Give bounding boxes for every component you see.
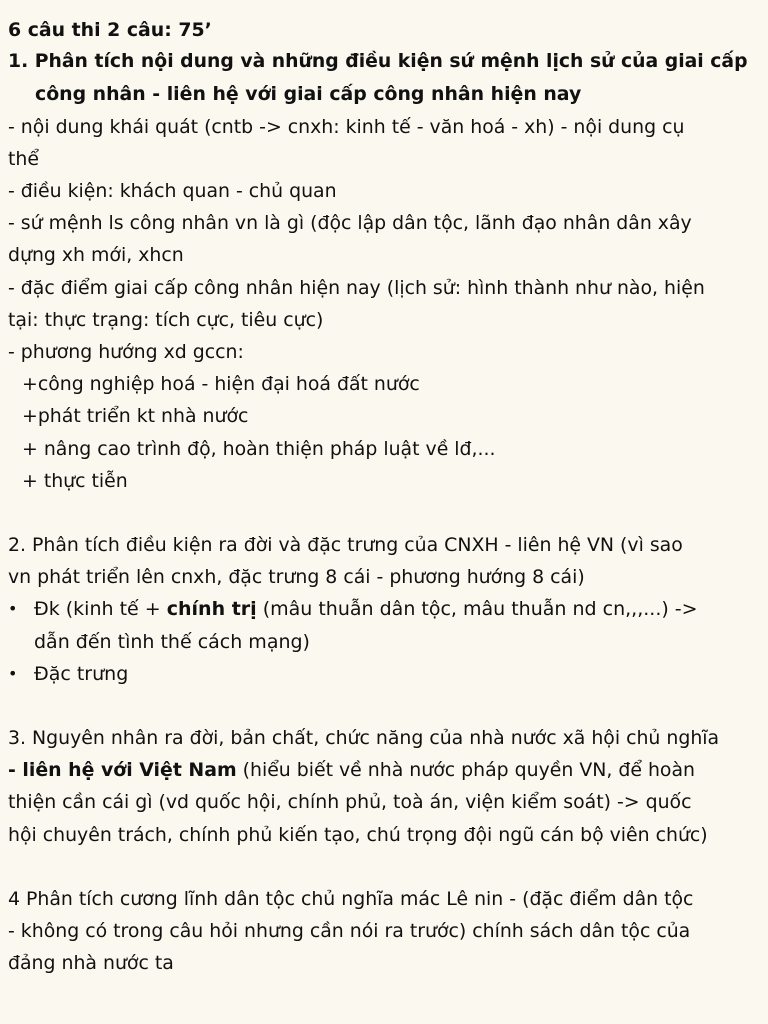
spacer xyxy=(8,851,752,883)
q1-plus-item: + nâng cao trình độ, hoàn thiện pháp luật về lđ,... xyxy=(22,437,496,460)
q1-line: - phương hướng xd gccn: xyxy=(8,341,244,364)
q1-line: dựng xh mới, xhcn xyxy=(8,244,184,267)
q1-plus-item: + thực tiễn xyxy=(22,469,128,492)
q4-line2: - không có trong câu hỏi nhưng cần nói ra trước) chính sách dân tộc của xyxy=(8,920,691,943)
q1-title-line1: 1. Phân tích nội dung và những điều kiện sứ mệnh lịch sử của giai cấp xyxy=(8,51,748,73)
header-line: 6 câu thi 2 câu: 75’ xyxy=(8,19,212,41)
q1-line: thể xyxy=(8,147,39,170)
q2-bullet-1-text xyxy=(34,593,698,657)
q1-plus-item: +công nghiệp hoá - hiện đại hoá đất nước xyxy=(22,373,420,396)
q3-line3: thiện cần cái gì (vd quốc hội, chính phủ, toà án, viện kiểm soát) -> quốc xyxy=(8,791,692,814)
q2-line1: 2. Phân tích điều kiện ra đời và đặc trưng của CNXH - liên hệ VN (vì sao xyxy=(8,534,683,557)
q4-line1: 4 Phân tích cương lĩnh dân tộc chủ nghĩa mác Lê nin - (đặc điểm dân tộc xyxy=(8,887,694,910)
q2-bullet-1-line1 xyxy=(34,593,698,625)
q3-line2-bold: - liên hệ với Việt Nam xyxy=(8,759,237,782)
q2-bullet-1-part-b: (mâu thuẫn dân tộc, mâu thuẫn nd cn,,,...) -> xyxy=(256,598,698,621)
q3-line1: 3. Nguyên nhân ra đời, bản chất, chức năng của nhà nước xã hội chủ nghĩa xyxy=(8,727,720,750)
q1-line: - đặc điểm giai cấp công nhân hiện nay (lịch sử: hình thành như nào, hiện xyxy=(8,276,705,299)
q1-title-line2: công nhân - liên hệ với giai cấp công nhân hiện nay xyxy=(35,83,582,106)
q1-line: - nội dung khái quát (cntb -> cnxh: kinh tế - văn hoá - xh) - nội dung cụ xyxy=(8,115,685,138)
q2-bullet-1-line2: dẫn đến tình thế cách mạng) xyxy=(34,630,310,653)
q1-plus-item: +phát triển kt nhà nước xyxy=(22,405,249,428)
q4-line3: đảng nhà nước ta xyxy=(8,952,174,975)
q3-line4: hội chuyên trách, chính phủ kiến tạo, chú trọng đội ngũ cán bộ viên chức) xyxy=(8,823,708,846)
spacer xyxy=(8,497,752,529)
q2-bullet-2-text: Đặc trưng xyxy=(34,662,129,685)
q2-line2: vn phát triển lên cnxh, đặc trưng 8 cái - phương hướng 8 cái) xyxy=(8,566,585,589)
q2-bullet-1-part-a: Đk (kinh tế + xyxy=(34,598,167,621)
q2-bullet-1 xyxy=(8,593,752,657)
q1-line: - sứ mệnh ls công nhân vn là gì (độc lập dân tộc, lãnh đạo nhân dân xây xyxy=(8,212,692,235)
q3-line2 xyxy=(8,754,752,786)
spacer xyxy=(8,690,752,722)
q1-line: - điều kiện: khách quan - chủ quan xyxy=(8,180,337,203)
q2-bullet-1-bold: chính trị xyxy=(166,598,257,621)
bullet-icon: • xyxy=(8,663,18,683)
q1-line: tại: thực trạng: tích cực, tiêu cực) xyxy=(8,308,324,331)
bullet-icon: • xyxy=(8,599,18,619)
q3-line2-rest: (hiểu biết về nhà nước pháp quyền VN, để hoàn xyxy=(236,759,695,782)
q2-bullet-2 xyxy=(8,658,752,690)
